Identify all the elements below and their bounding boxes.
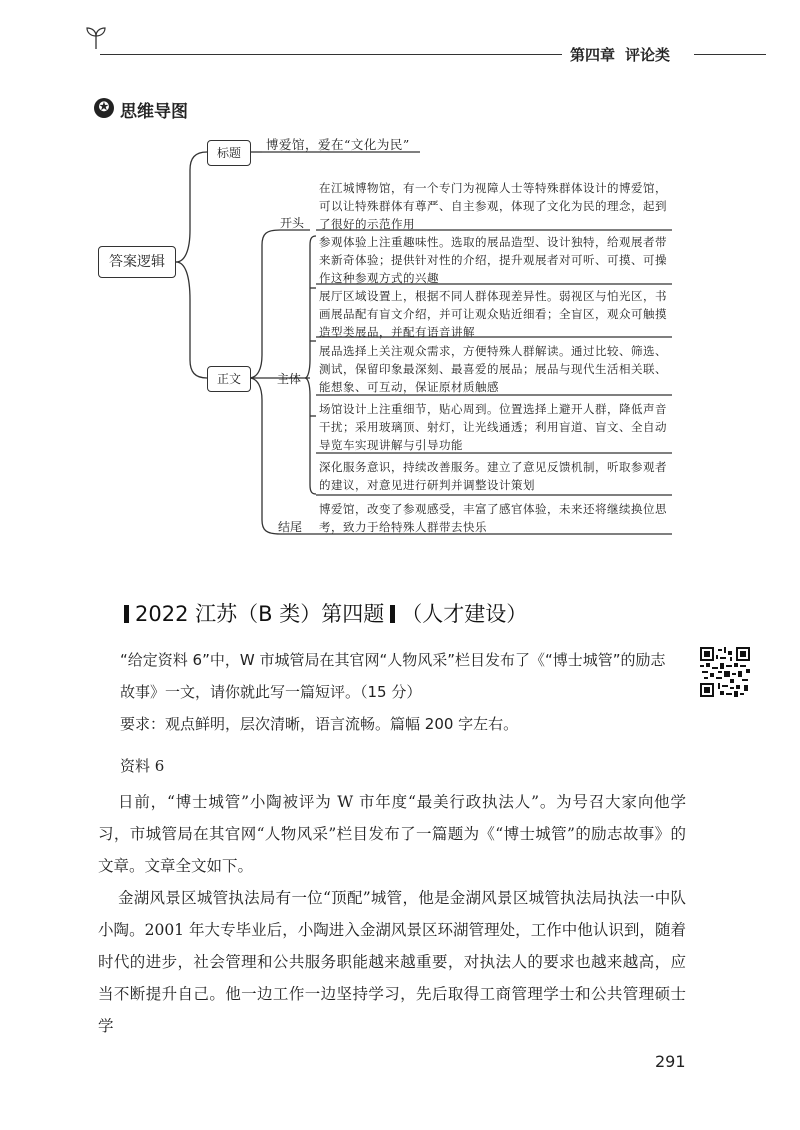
main-item-4: 场馆设计上注重细节，贴心周到。位置选择上避开人群，降低声音干扰；采用玻璃顶、射灯，让光线通透；利用盲道、盲文、全自动导览车实现讲解与引导功能 [319, 402, 667, 452]
paragraph-2-text: 金湖风景区城管执法局有一位“顶配”城管，他是金湖风景区城管执法局执法一中队小陶。2001 年大专毕业后，小陶进入金湖风景区环湖管理处，工作中他认识到，随着时代的进步，社会管理和公共服务职能越来越重要，对执法人的要求也越来越高，应当不断提升自己。他一边工作一边坚持学习，先后取得工商管理学士和公共管理硕士学 [98, 889, 686, 1035]
mindmap-title-text: 博爱馆，爱在“文化为民” [266, 137, 410, 152]
page-number: 291 [655, 1052, 686, 1071]
exam-title [118, 598, 527, 628]
mindmap-root [98, 246, 176, 278]
title-bar-left [124, 605, 129, 623]
body-node-label: 正文 [216, 372, 241, 386]
main-item-2: 展厅区域设置上，根据不同人群体现差异性。弱视区与怕光区，书画展品配有盲文介绍，并可让观众贴近细看；全盲区，观众可触摸造型类展品，并配有语音讲解 [319, 289, 667, 339]
mindmap-title-node [207, 140, 251, 166]
section-title: 思维导图 [120, 102, 188, 122]
qr-code-icon [700, 647, 750, 697]
opening-text: 在江城博物馆，有一个专门为视障人士等特殊群体设计的博爱馆，可以让特殊群体有尊严、自主参观，体现了文化为民的理念，起到了很好的示范作用 [319, 181, 667, 231]
mindmap-root-label: 答案逻辑 [109, 254, 165, 270]
main-item-5: 深化服务意识，持续改善服务。建立了意见反馈机制，听取参观者的建议，对意见进行研判并调整设计策划 [319, 460, 667, 492]
star-badge-icon: ✪ [94, 98, 114, 118]
exam-title-topic: （人才建设） [401, 602, 528, 626]
material-paragraph-2 [98, 882, 686, 1042]
branch-ending: 结尾 [278, 520, 303, 534]
chapter-number: 第四章 [570, 46, 616, 64]
title-bar-right [390, 605, 395, 623]
exam-title-year: 2022 江苏（B 类）第四题 [135, 602, 385, 626]
branch-opening: 开头 [280, 216, 305, 230]
mindmap-body-node [207, 366, 251, 392]
material-label: 资料 6 [120, 757, 165, 775]
ending-text: 博爱馆，改变了参观感受，丰富了感官体验，未来还将继续换位思考，致力于给特殊人群带去快乐 [319, 502, 667, 534]
chapter-category: 评论类 [625, 46, 671, 64]
branch-main: 主体 [277, 372, 302, 386]
title-node-label: 标题 [216, 146, 241, 160]
main-item-3: 展品选择上关注观众需求，方便特殊人群解读。通过比较、筛选、测试，保留印象最深刻、最喜爱的展品；展品与现代生活相关联、能想象、可互动，保证原材质触感 [319, 344, 667, 394]
material-paragraph-1 [98, 786, 686, 882]
paragraph-1-text: 日前，“博士城管”小陶被评为 W 市年度“最美行政执法人”。为号召大家向他学习，市城管局在其官网“人物风采”栏目发布了一篇题为《“博士城管”的励志故事》的文章。文章全文如下。 [98, 793, 686, 875]
main-item-1: 参观体验上注重趣味性。选取的展品造型、设计独特，给观展者带来新奇体验；提供针对性的介绍，提升观展者对可听、可摸、可操作这种参观方式的兴趣 [319, 235, 667, 285]
exam-requirement: 要求：观点鲜明，层次清晰，语言流畅。篇幅 200 字左右。 [120, 715, 519, 733]
exam-question: “给定资料 6”中，W 市城管局在其官网“人物风采”栏目发布了《“博士城管”的励志故事》一文，请你就此写一篇短评。（15 分） [120, 651, 666, 701]
